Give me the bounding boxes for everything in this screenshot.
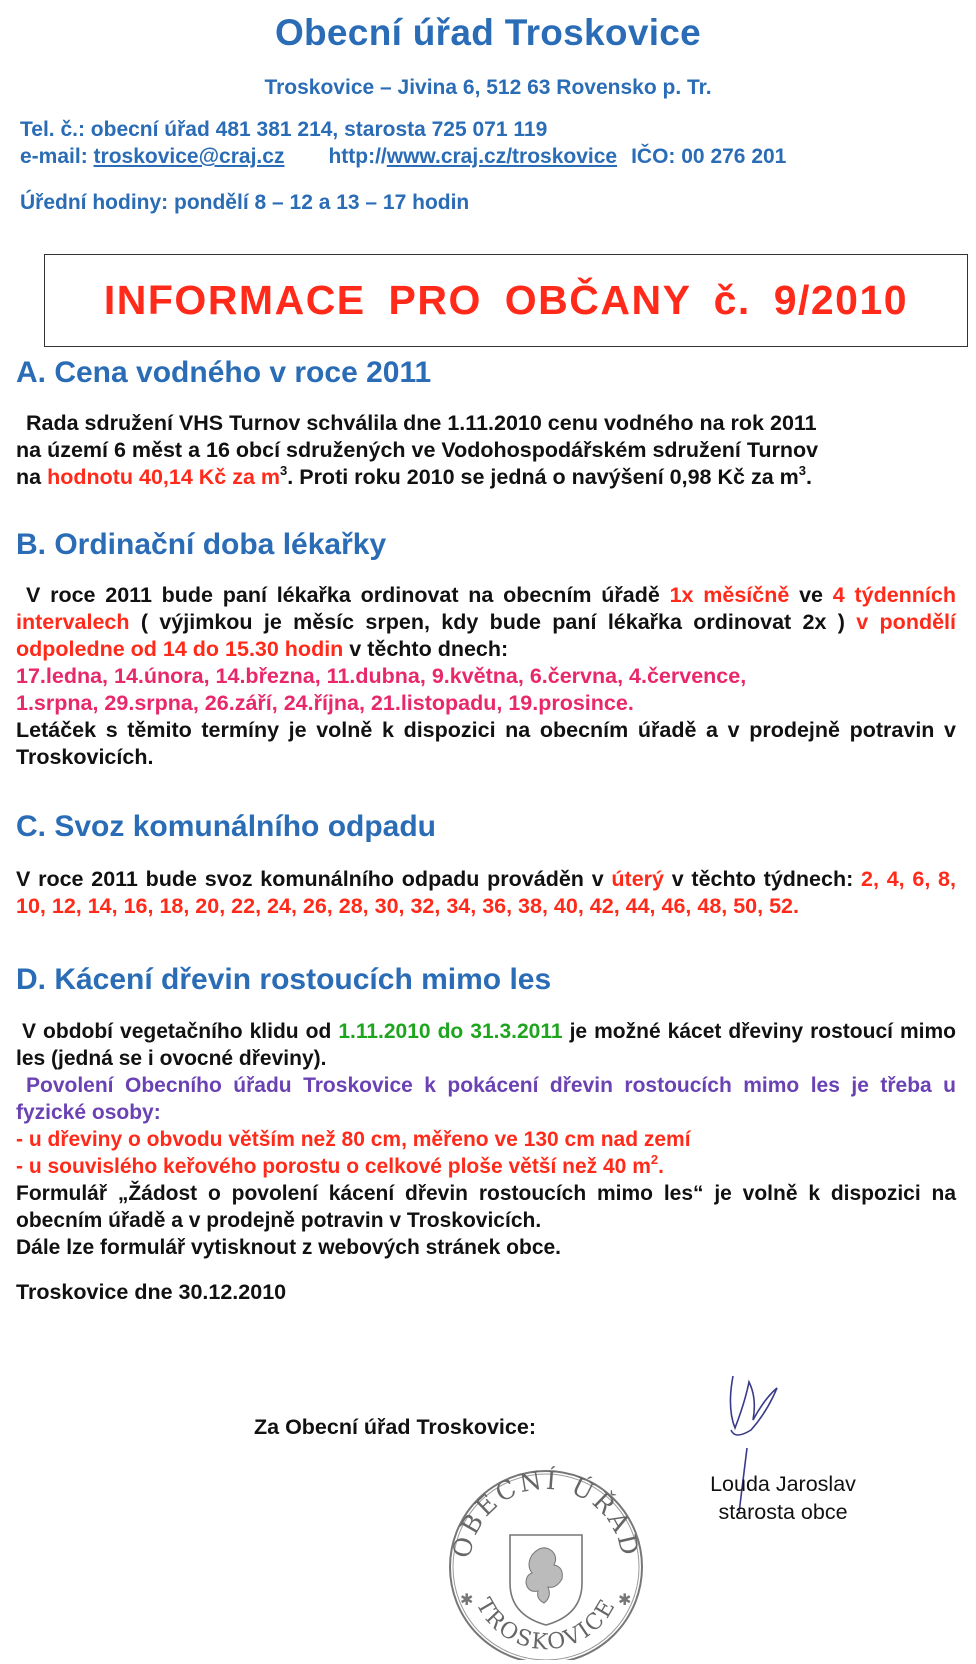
signature-heading: Za Obecní úřad Troskovice:	[254, 1415, 536, 1439]
email-web-line: e-mail: troskovice@craj.cz http://www.craj.cz/troskovice IČO: 00 276 201	[20, 145, 787, 168]
section-c-heading: C. Svoz komunálního odpadu	[16, 810, 436, 843]
doctor-dates-line2: 1.srpna, 29.srpna, 26.září, 24.října, 21.listopadu, 19.prosince.	[16, 691, 634, 715]
permit-note: Povolení Obecního úřadu Troskovice k pokácení dřevin rostoucích mimo les je třeba u fyzické osoby:	[16, 1074, 956, 1124]
web-link[interactable]: www.craj.cz/troskovice	[386, 145, 618, 168]
waste-weeks: 2, 4, 6, 8, 10, 12, 14, 16, 18, 20, 22, 24, 26, 28, 30, 32, 34, 36, 38, 40, 42, 44, 46, 48, 50, 52.	[16, 867, 956, 918]
section-d-heading: D. Kácení dřevin rostoucích mimo les	[16, 963, 552, 996]
stamp-bottom-text: TROSKOVICE	[470, 1594, 622, 1656]
doctor-dates-line1: 17.ledna, 14.února, 14.března, 11.dubna, 9.května, 6.června, 4.července,	[16, 664, 747, 688]
document-date: Troskovice dne 30.12.2010	[16, 1280, 287, 1304]
official-stamp	[440, 1455, 650, 1660]
svg-text:✱: ✱	[460, 1592, 474, 1609]
section-c-body: V roce 2011 bude svoz komunálního odpadu prováděn v úterý v těchto týdnech: 2, 4, 6, 8, 10, 12, 14, 16, 18, 20, 22, 24, 26, 28, 30, 32, 34, 36, 38, 40, 42, 44, 46, 48, 50, 52.	[16, 867, 956, 918]
svg-text:OBECNÍ ÚŘAD	[447, 1465, 645, 1560]
signer-block	[688, 1470, 878, 1526]
office-address: Troskovice – Jivina 6, 512 63 Rovensko p. Tr.	[264, 76, 712, 99]
ico-number: IČO: 00 276 201	[631, 145, 787, 168]
section-b-body: V roce 2011 bude paní lékařka ordinovat na obecním úřadě 1x měsíčně ve 4 týdenních intervalech ( výjimkou je měsíc srpen, kdy bude paní lékařka ordinovat 2x ) v pondělí odpoledne od 14 do 15.30 hodin v těchto dnech: 17.ledna, 14.února, 14.března, 11.dubna, 9.května, 6.června, 4.července, 1.srpna, 29.srpna, 26.září, 24.října, 21.listopadu, 19.prosince. Letáček s těmito termíny je volně k dispozici na obecním úřadě a v prodejně potravin v Troskovicích.	[16, 583, 956, 769]
office-title: Obecní úřad Troskovice	[274, 12, 702, 53]
section-b-heading: B. Ordinační doba lékařky	[16, 528, 387, 561]
office-hours: Úřední hodiny: pondělí 8 – 12 a 13 – 17 hodin	[20, 191, 470, 214]
signer-name: Louda Jaroslav	[710, 1472, 856, 1496]
info-banner	[44, 254, 968, 347]
section-a-body: Rada sdružení VHS Turnov schválila dne 1.11.2010 cenu vodného na rok 2011 na území 6 měst a 16 obcí sdružených ve Vodohospodářském sdružení Turnov na hodnotu 40,14 Kč za $m^3$. Proti roku 2010 se jedná o navýšení 0,98 Kč za $m^3$.	[16, 411, 819, 489]
email-link[interactable]: troskovice@craj.cz	[93, 145, 285, 168]
section-a-heading: A. Cena vodného v roce 2011	[16, 356, 432, 389]
phone-line: Tel. č.: obecní úřad 481 381 214, starosta 725 071 119	[20, 118, 548, 141]
section-d-body: V období vegetačního klidu od 1.11.2010 do 31.3.2011 je možné kácet dřeviny rostoucí mimo les (jedná se i ovocné dřeviny). Povolení Obecního úřadu Troskovice k pokácení dřevin rostoucích mimo les je třeba u fyzické osoby: - u dřeviny o obvodu větším než 80 cm, měřeno ve 130 cm nad zemí - u souvislého keřového porostu o celkové ploše větší než 40 $m^2$. Formulář „Žádost o povolení kácení dřevin rostoucích mimo les“ je volně k dispozici na obecním úřadě a v prodejně potravin v Troskovicích. Dále lze formulář vytisknout z webových stránek obce.	[16, 1020, 956, 1259]
svg-text:✱: ✱	[618, 1592, 632, 1609]
signer-role: starosta obce	[718, 1500, 848, 1524]
banner-title: INFORMACE PRO OBČANY č. 9/2010	[103, 277, 909, 323]
coat-of-arms-icon	[510, 1535, 582, 1625]
stamp-top-text: OBECNÍ ÚŘAD	[446, 1465, 646, 1561]
